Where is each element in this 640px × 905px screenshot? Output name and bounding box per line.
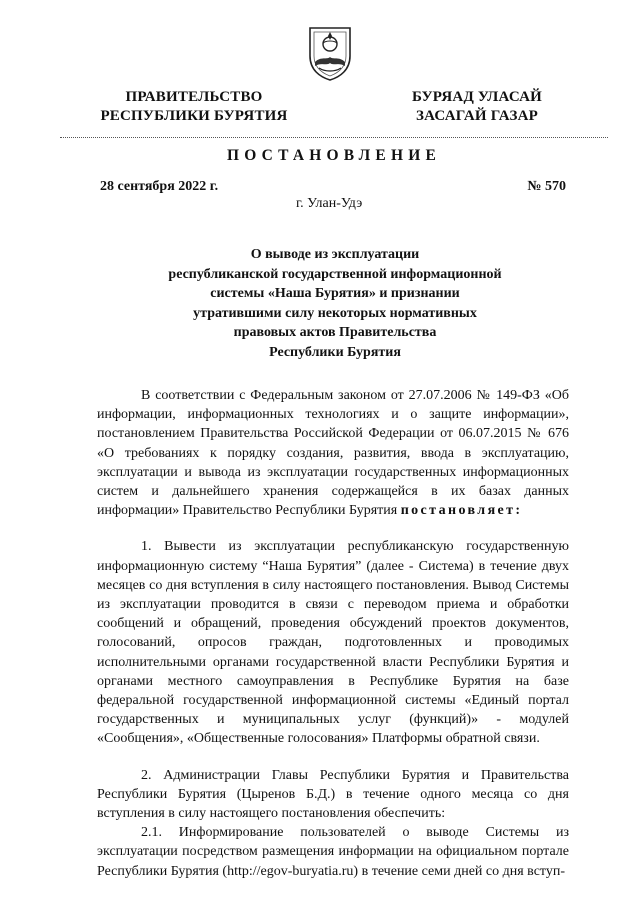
header-left-line2: РЕСПУБЛИКИ БУРЯТИЯ	[100, 108, 288, 124]
preamble-text: В соответствии с Федеральным законом от 27.07.2006 № 149-ФЗ «Об информации, информационных технологиях и о защите информации», постановлением Правительства Российской Федерации от 06.07.2015 № 676 «О требованиях к порядку создания, развития, ввода в эксплуатацию, эксплуатации и вывода из эксплуатации государственных информационных систем и дальнейшего хранения содержащейся в их базах данных информации» Правительство Республики Бурятия	[97, 388, 569, 519]
document-title	[140, 245, 530, 363]
resolves-keyword: постановляет:	[400, 503, 523, 519]
clause-1-paragraph: 1. Вывести из эксплуатации республиканскую государственную информационную систему “Наша Бурятия” (далее - Система) в течение двух месяцев со дня вступления в силу настоящего постановления. Вывод Системы из эксплуатации проводится в связи с переводом приема и обработки сообщений и обращений, проведения обсуждений проектов документов, голосований, опросов граждан, подготовленных и проводимых исполнительными органами государственной власти Республики Бурятия и органами местного самоуправления в Республике Бурятия на базе федеральной государственной информационной системы «Единый портал государственных и муниципальных услуг (функций)» - модулей «Сообщения», «Общественные голосования» Платформы обратной связи.	[97, 539, 569, 747]
document-body	[97, 386, 569, 881]
title-line: утратившими силу некоторых нормативных	[193, 305, 477, 321]
coat-of-arms-icon	[305, 22, 355, 82]
header-left-line1: ПРАВИТЕЛЬСТВО	[125, 89, 263, 105]
document-date: 28 сентября 2022 г.	[100, 179, 219, 194]
government-name-buryat	[402, 88, 552, 126]
header-right-line2: ЗАСАГАЙ ГАЗАР	[416, 108, 538, 124]
preamble-paragraph	[97, 386, 569, 520]
clause-2-1-paragraph: 2.1. Информирование пользователей о выводе Системы из эксплуатации посредством размещения информации на официальном портале Республики Бурятия (http://egov-buryatia.ru) в течение семи дней со дня вступ-	[97, 825, 569, 879]
title-line: республиканской государственной информационной	[168, 266, 502, 282]
title-line: Республики Бурятия	[269, 344, 401, 360]
header-separator	[60, 137, 608, 138]
title-line: системы «Наша Бурятия» и признании	[210, 286, 460, 302]
document-city: г. Улан-Удэ	[296, 196, 363, 211]
title-line: правовых актов Правительства	[233, 325, 437, 341]
header-right-line1: БУРЯАД УЛАСАЙ	[411, 89, 543, 105]
document-number: № 570	[527, 179, 566, 194]
government-name-russian	[94, 88, 294, 126]
title-line: О выводе из эксплуатации	[250, 247, 420, 262]
clause-2-paragraph: 2. Администрации Главы Республики Бурятия и Правительства Республики Бурятия (Цыренов Б.Д.) в течение одного месяца со дня вступления в силу настоящего постановления обеспечить:	[97, 767, 569, 822]
document-type: ПОСТАНОВЛЕНИЕ	[226, 147, 442, 164]
